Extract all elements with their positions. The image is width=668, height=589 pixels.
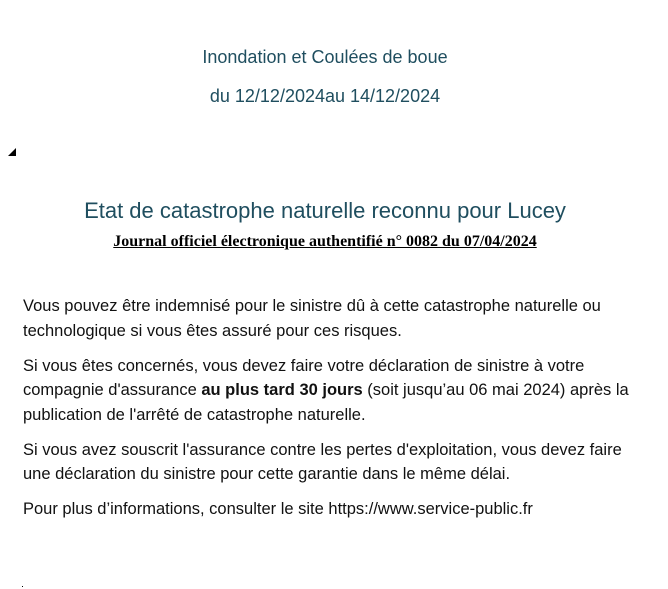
info-content [23, 294, 638, 532]
journal-officiel-link-container [0, 233, 650, 251]
divider-dot [22, 586, 23, 587]
event-dates: du 12/12/2024au 14/12/2024 [209, 86, 441, 106]
declaration-paragraph [23, 354, 638, 428]
page-title: Etat de catastrophe naturelle reconnu pour Lucey [84, 198, 566, 223]
declaration-text-start: Si vous êtes concernés, vous devez faire votre déclaration de sinistre à votre compagnie d'assurance [23, 356, 585, 399]
corner-triangle-icon [8, 148, 16, 156]
indemnity-paragraph: Vous pouvez être indemnisé pour le sinistre dû à cette catastrophe naturelle ou technologique si vous êtes assuré pour ces risques. [23, 297, 601, 340]
journal-officiel-link[interactable]: Journal officiel électronique authentifié n° 0082 du 07/04/2024 [113, 233, 537, 250]
more-info-paragraph [23, 497, 638, 522]
loss-of-business-paragraph: Si vous avez souscrit l'assurance contre les pertes d'exploitation, vous devez faire une déclaration du sinistre pour cette garantie dans le même délai. [23, 440, 622, 483]
deadline-text: au plus tard 30 jours [201, 381, 363, 399]
event-title: Inondation et Coulées de boue [202, 47, 448, 67]
service-public-link[interactable]: https://www.service-public.fr [328, 500, 533, 518]
declaration-text-end: (soit jusqu’au 06 mai 2024) après la publication de l'arrêté de catastrophe naturelle. [23, 381, 629, 424]
more-info-text: Pour plus d’informations, consulter le site [23, 500, 329, 518]
